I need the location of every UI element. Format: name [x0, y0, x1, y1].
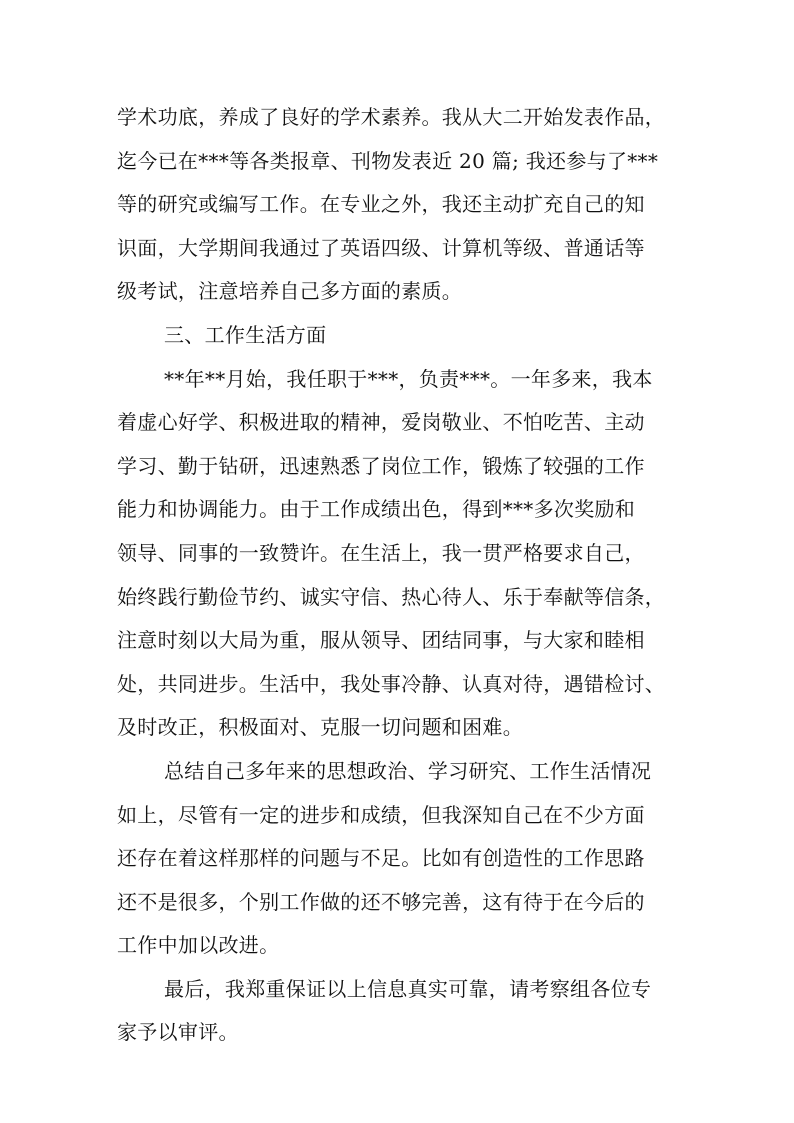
paragraph-line: 最后，我郑重保证以上信息真实可靠，请考察组各位专 [164, 976, 652, 1001]
paragraph-line: 着虚心好学、积极进取的精神，爱岗敬业、不怕吃苦、主动 [117, 410, 645, 435]
paragraph-line: 及时改正，积极面对、克服一切问题和困难。 [117, 715, 523, 740]
paragraph-line: **年**月始，我任职于***，负责***。一年多来，我本 [164, 366, 653, 391]
paragraph-line: 注意时刻以大局为重，服从领导、团结同事，与大家和睦相 [117, 628, 645, 653]
section-heading: 三、工作生活方面 [164, 322, 327, 347]
paragraph-line: 能力和协调能力。由于工作成绩出色，得到***多次奖励和 [117, 497, 636, 522]
paragraph-line: 始终践行勤俭节约、诚实守信、热心待人、乐于奉献等信条， [117, 584, 666, 609]
paragraph-line: 总结自己多年来的思想政治、学习研究、工作生活情况 [164, 758, 652, 783]
paragraph-line: 工作中加以改进。 [117, 933, 280, 958]
paragraph-line: 领导、同事的一致赞许。在生活上，我一贯严格要求自己， [117, 540, 645, 565]
document-page [117, 96, 679, 1055]
paragraph-line: 迄今已在***等各类报章、刊物发表近 20 篇; 我还参与了*** [117, 148, 659, 173]
paragraph-line: 处，共同进步。生活中，我处事冷静、认真对待，遇错检讨、 [117, 671, 666, 696]
paragraph-line: 级考试，注意培养自己多方面的素质。 [117, 279, 463, 304]
paragraph-line: 家予以审评。 [117, 1020, 239, 1045]
paragraph-line: 学习、勤于钻研，迅速熟悉了岗位工作，锻炼了较强的工作 [117, 453, 645, 478]
paragraph-line: 如上，尽管有一定的进步和成绩，但我深知自己在不少方面 [117, 802, 645, 827]
paragraph-line: 还存在着这样那样的问题与不足。比如有创造性的工作思路 [117, 846, 645, 871]
paragraph-line: 识面，大学期间我通过了英语四级、计算机等级、普通话等 [117, 235, 645, 260]
paragraph-line: 还不是很多，个别工作做的还不够完善，这有待于在今后的 [117, 889, 645, 914]
paragraph-line: 等的研究或编写工作。在专业之外，我还主动扩充自己的知 [117, 192, 645, 217]
paragraph-line: 学术功底，养成了良好的学术素养。我从大二开始发表作品， [117, 105, 666, 129]
